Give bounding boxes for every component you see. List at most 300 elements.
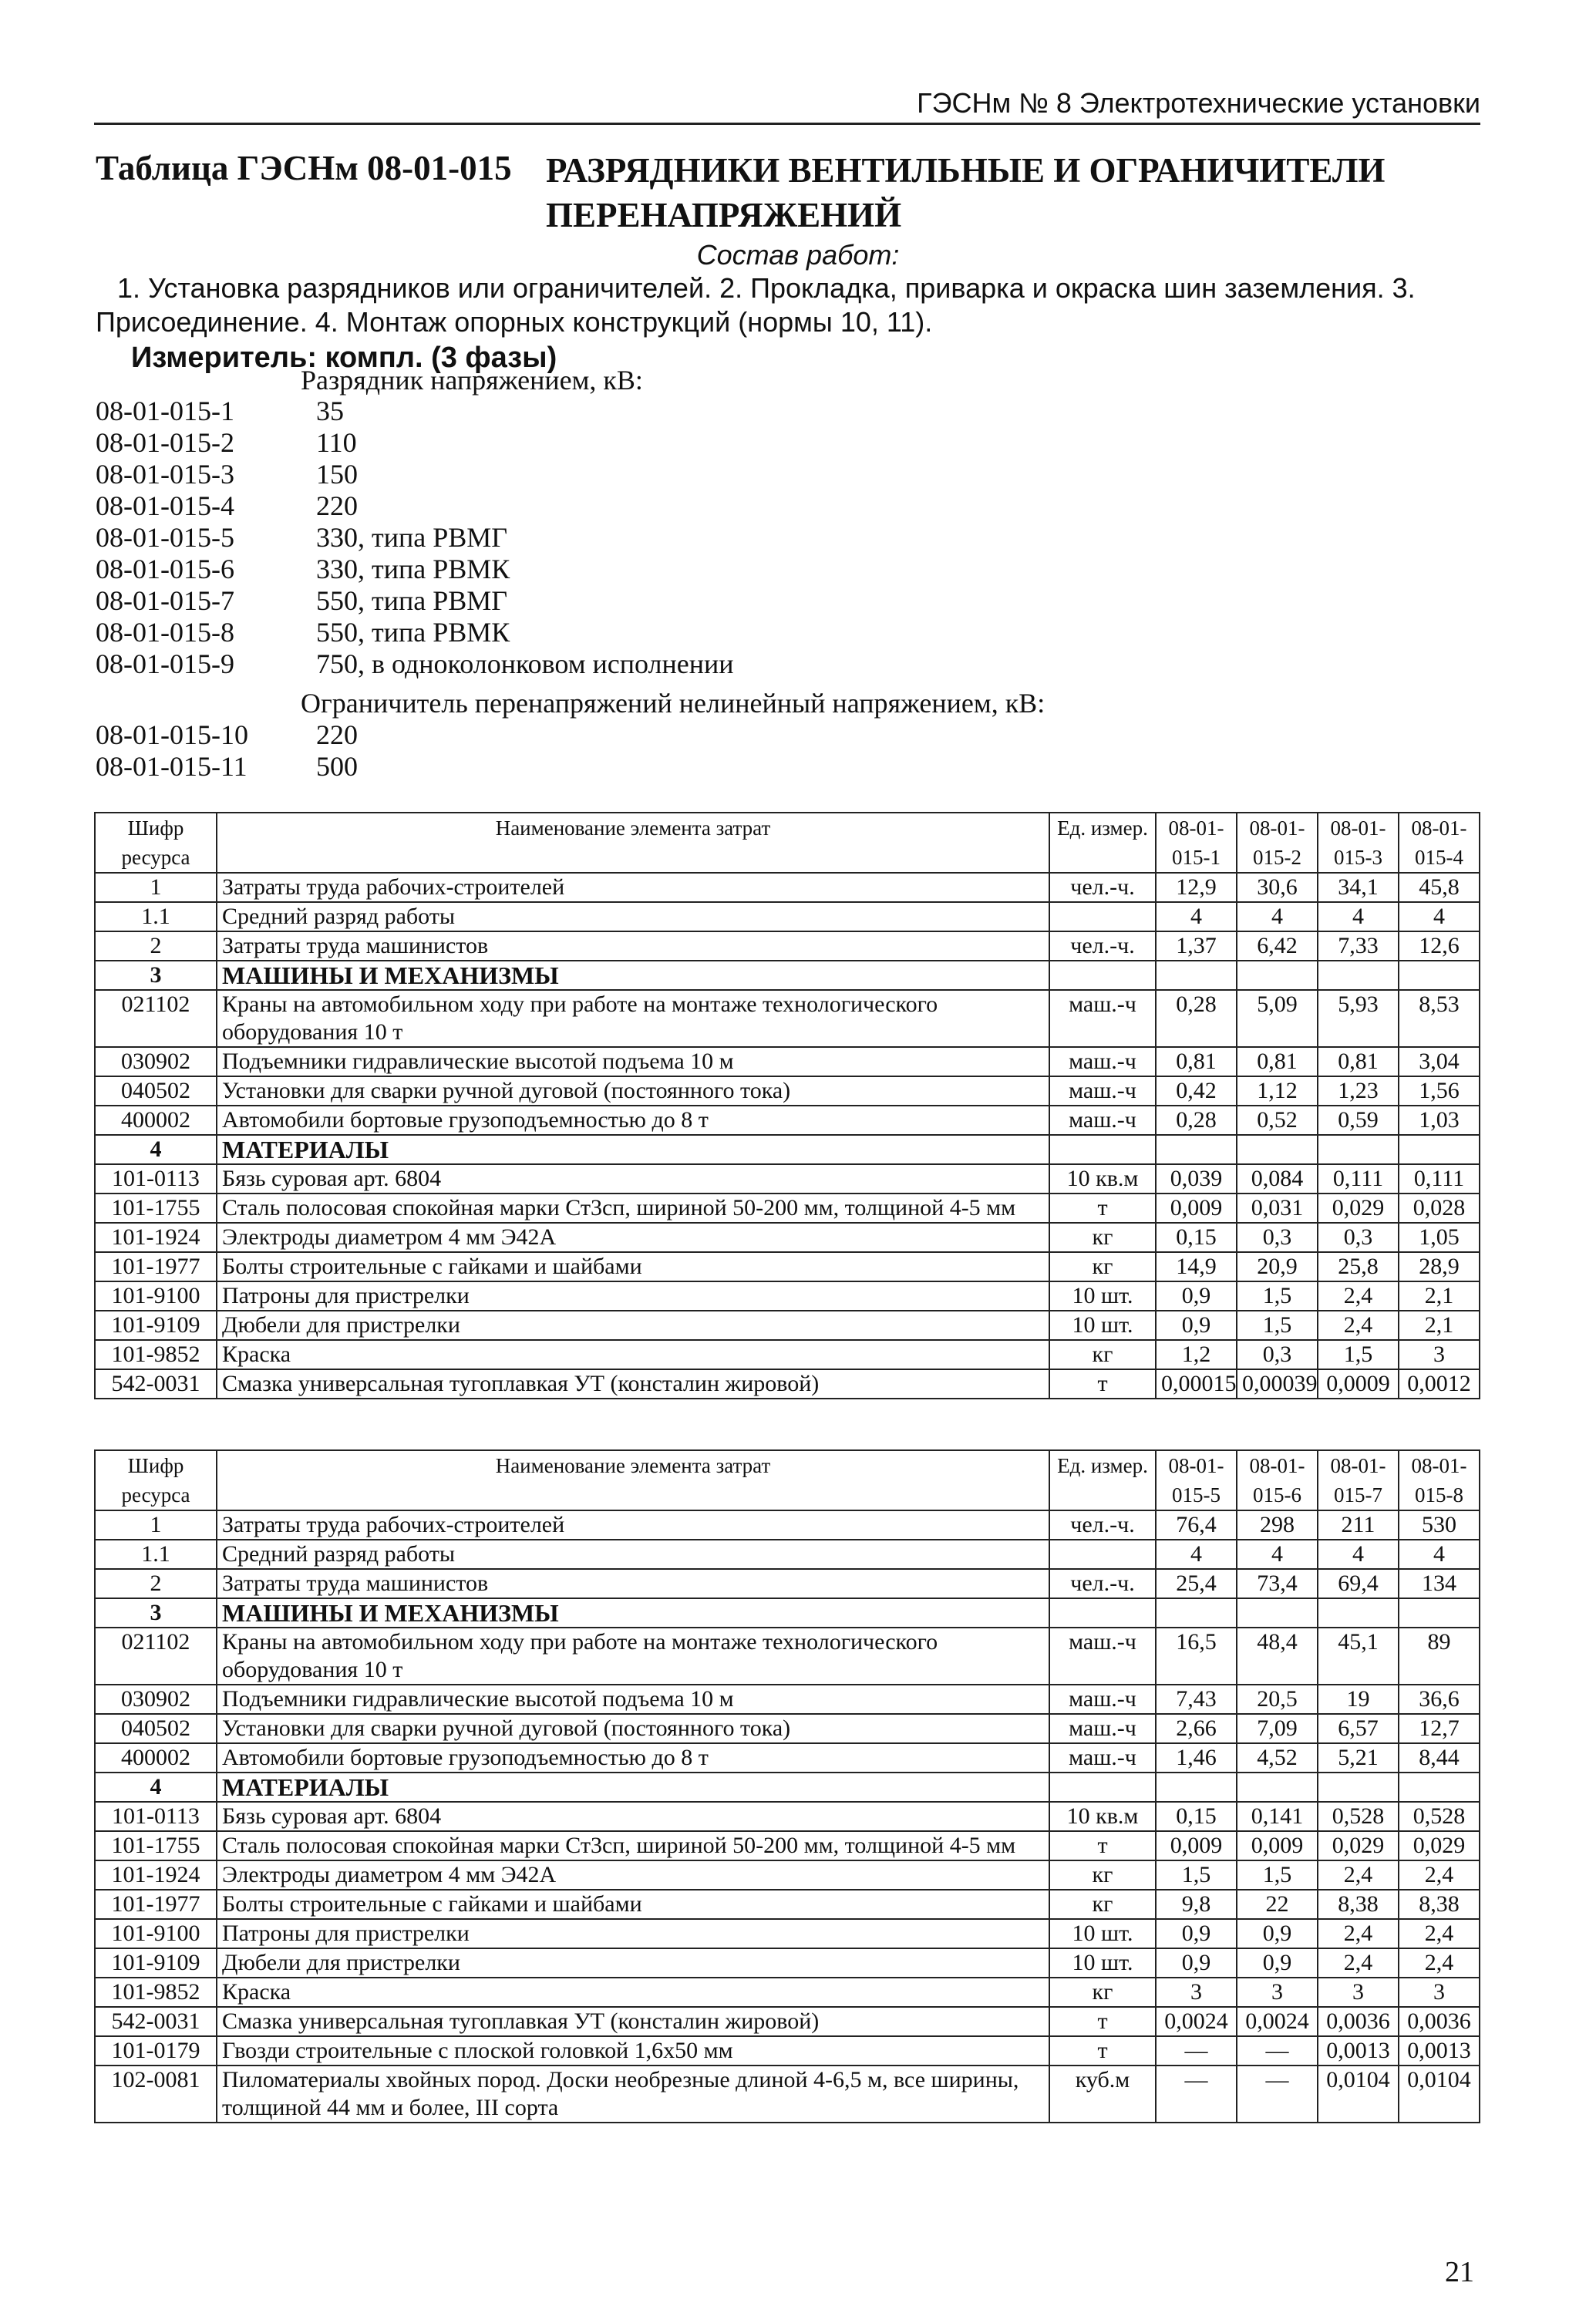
resource-name: МАШИНЫ И МЕХАНИЗМЫ <box>217 961 1049 990</box>
resource-value: 0,9 <box>1237 1948 1318 1978</box>
resource-unit: т <box>1049 1831 1156 1860</box>
resource-value: 0,9 <box>1156 1948 1237 1978</box>
resource-value: 30,6 <box>1237 873 1318 902</box>
resource-value: 45,8 <box>1399 873 1480 902</box>
resource-unit: маш.-ч <box>1049 1047 1156 1076</box>
resource-value: 1,5 <box>1237 1311 1318 1340</box>
resource-unit: 10 шт. <box>1049 1948 1156 1978</box>
resource-unit: т <box>1049 2036 1156 2066</box>
resource-value: 0,52 <box>1237 1106 1318 1135</box>
resource-value: 0,009 <box>1156 1831 1237 1860</box>
resource-value: 4 <box>1237 1540 1318 1569</box>
header-name: Наименование элемента затрат <box>217 813 1049 873</box>
resource-value <box>1318 1773 1399 1802</box>
table-label: Таблица ГЭСНм 08-01-015 <box>96 149 512 187</box>
resource-name: Гвозди строительные с плоской головкой 1,6х50 мм <box>217 2036 1049 2066</box>
code-list-item <box>96 750 358 783</box>
resource-value: 5,21 <box>1318 1743 1399 1773</box>
resource-unit: кг <box>1049 1340 1156 1369</box>
resource-value: 4 <box>1156 1540 1237 1569</box>
table-row <box>95 990 1480 1047</box>
resource-name: Болты строительные с гайками и шайбами <box>217 1890 1049 1919</box>
resource-name: Смазка универсальная тугоплавкая УТ (консталин жировой) <box>217 1369 1049 1399</box>
resource-value: 134 <box>1399 1569 1480 1598</box>
resource-unit: кг <box>1049 1890 1156 1919</box>
resource-value: 0,009 <box>1237 1831 1318 1860</box>
resource-value <box>1399 961 1480 990</box>
resource-code: 1.1 <box>95 902 217 931</box>
resource-value: 2,4 <box>1318 1948 1399 1978</box>
resource-code: 2 <box>95 1569 217 1598</box>
resource-unit: 10 шт. <box>1049 1919 1156 1948</box>
resource-unit: маш.-ч <box>1049 1714 1156 1743</box>
resource-code: 021102 <box>95 990 217 1047</box>
resource-value: 2,4 <box>1399 1919 1480 1948</box>
norm-code: 08-01-015-10 <box>96 719 248 750</box>
resource-unit <box>1049 961 1156 990</box>
norm-description: 500 <box>316 751 358 782</box>
resource-value: 28,9 <box>1399 1252 1480 1281</box>
resource-value: 4 <box>1237 902 1318 931</box>
resource-unit: маш.-ч <box>1049 1076 1156 1106</box>
resource-value: 0,00039 <box>1237 1369 1318 1399</box>
resource-code: 4 <box>95 1773 217 1802</box>
resource-value: 2,4 <box>1318 1919 1399 1948</box>
norm-code: 08-01-015-1 <box>96 396 234 426</box>
resource-value: 0,28 <box>1156 990 1237 1047</box>
resource-value: 1,2 <box>1156 1340 1237 1369</box>
resource-name: Установки для сварки ручной дуговой (постоянного тока) <box>217 1076 1049 1106</box>
resource-value: 0,0009 <box>1318 1369 1399 1399</box>
resource-value <box>1399 1135 1480 1164</box>
work-composition-title: Состав работ: <box>696 239 900 271</box>
resource-value <box>1237 1598 1318 1628</box>
code-list-item <box>96 426 357 459</box>
table-row <box>95 1743 1480 1773</box>
resource-value: 0,9 <box>1156 1311 1237 1340</box>
resource-code: 040502 <box>95 1714 217 1743</box>
resource-name: Дюбели для пристрелки <box>217 1311 1049 1340</box>
resource-value: 3 <box>1318 1978 1399 2007</box>
table-row <box>95 1978 1480 2007</box>
resource-value: 1,05 <box>1399 1223 1480 1252</box>
resource-name: Подъемники гидравлические высотой подъема 10 м <box>217 1685 1049 1714</box>
resource-value: 4 <box>1318 902 1399 931</box>
resource-value: 1,12 <box>1237 1076 1318 1106</box>
resource-value: 3 <box>1237 1978 1318 2007</box>
resource-unit: кг <box>1049 1252 1156 1281</box>
resource-code: 040502 <box>95 1076 217 1106</box>
resource-value: 1,5 <box>1156 1860 1237 1890</box>
resource-value: — <box>1156 2066 1237 2123</box>
table-row <box>95 2036 1480 2066</box>
table-row <box>95 1802 1480 1831</box>
resource-unit: маш.-ч <box>1049 1106 1156 1135</box>
norm-code: 08-01-015-11 <box>96 751 247 782</box>
resource-value: 1,5 <box>1237 1860 1318 1890</box>
resource-value: 2,1 <box>1399 1281 1480 1311</box>
code-list-item <box>96 584 507 617</box>
norm-code: 08-01-015-2 <box>96 427 234 458</box>
code-list-item <box>96 490 358 522</box>
table-row <box>95 931 1480 961</box>
resource-code: 101-9852 <box>95 1340 217 1369</box>
norm-description: 220 <box>316 719 358 750</box>
resource-value: 1,03 <box>1399 1106 1480 1135</box>
table-row <box>95 2066 1480 2123</box>
table-row <box>95 1135 1480 1164</box>
resource-value: 36,6 <box>1399 1685 1480 1714</box>
resource-name: Средний разряд работы <box>217 1540 1049 1569</box>
norm-code: 08-01-015-9 <box>96 648 234 679</box>
resource-value: 0,029 <box>1318 1194 1399 1223</box>
resource-value: 6,42 <box>1237 931 1318 961</box>
resource-value: 0,111 <box>1318 1164 1399 1194</box>
resource-value: 1,56 <box>1399 1076 1480 1106</box>
resource-unit <box>1049 1540 1156 1569</box>
resource-value: 2,4 <box>1399 1948 1480 1978</box>
resource-value: 2,4 <box>1399 1860 1480 1890</box>
resource-code: 101-0179 <box>95 2036 217 2066</box>
resource-name: Установки для сварки ручной дуговой (постоянного тока) <box>217 1714 1049 1743</box>
table-row <box>95 1685 1480 1714</box>
norm-description: 35 <box>316 396 344 426</box>
resource-value: 7,43 <box>1156 1685 1237 1714</box>
measure-unit: Измеритель: компл. (3 фазы) <box>131 342 557 374</box>
code-list-item <box>96 521 507 554</box>
resource-table-2 <box>94 1449 1480 2123</box>
group-title-limiters: Ограничитель перенапряжений нелинейный напряжением, кВ: <box>301 688 1045 719</box>
table-row <box>95 1890 1480 1919</box>
resource-value: 0,81 <box>1318 1047 1399 1076</box>
resource-value: 0,81 <box>1237 1047 1318 1076</box>
resource-value <box>1399 1598 1480 1628</box>
norm-code: 08-01-015-4 <box>96 490 234 521</box>
resource-value: 69,4 <box>1318 1569 1399 1598</box>
resource-code: 101-0113 <box>95 1164 217 1194</box>
running-header-text: ГЭСНм № 8 Электротехнические установки <box>917 87 1480 119</box>
resource-value: 0,039 <box>1156 1164 1237 1194</box>
resource-name: Смазка универсальная тугоплавкая УТ (консталин жировой) <box>217 2007 1049 2036</box>
resource-value: 0,528 <box>1318 1802 1399 1831</box>
resource-value: 4 <box>1399 1540 1480 1569</box>
resource-value: 5,09 <box>1237 990 1318 1047</box>
resource-value: 530 <box>1399 1510 1480 1540</box>
resource-value: 3 <box>1399 1978 1480 2007</box>
resource-unit: чел.-ч. <box>1049 1569 1156 1598</box>
table-row <box>95 1311 1480 1340</box>
resource-value: 0,15 <box>1156 1223 1237 1252</box>
table-row <box>95 2007 1480 2036</box>
resource-value: 0,009 <box>1156 1194 1237 1223</box>
resource-code: 101-1755 <box>95 1194 217 1223</box>
resource-code: 021102 <box>95 1628 217 1685</box>
norm-description: 550, типа РВМК <box>316 617 510 648</box>
resource-value: 2,4 <box>1318 1311 1399 1340</box>
resource-value: 20,5 <box>1237 1685 1318 1714</box>
resource-value: 0,0024 <box>1237 2007 1318 2036</box>
resource-code: 400002 <box>95 1106 217 1135</box>
resource-value: 0,42 <box>1156 1076 1237 1106</box>
resource-value: 0,81 <box>1156 1047 1237 1076</box>
resource-value: 12,7 <box>1399 1714 1480 1743</box>
resource-code: 2 <box>95 931 217 961</box>
table-row <box>95 1598 1480 1628</box>
resource-unit: 10 шт. <box>1049 1311 1156 1340</box>
resource-value <box>1156 961 1237 990</box>
resource-value: 14,9 <box>1156 1252 1237 1281</box>
resource-value: 0,9 <box>1156 1919 1237 1948</box>
resource-value <box>1156 1135 1237 1164</box>
table-row <box>95 1194 1480 1223</box>
resource-table-1 <box>94 812 1480 1399</box>
header-name: Наименование элемента затрат <box>217 1450 1049 1510</box>
group-title-arresters: Разрядник напряжением, кВ: <box>301 365 643 396</box>
page-number: 21 <box>1445 2256 1474 2288</box>
resource-value: 3 <box>1156 1978 1237 2007</box>
resource-unit: 10 кв.м <box>1049 1802 1156 1831</box>
norm-description: 550, типа РВМГ <box>316 585 508 616</box>
resource-value: 45,1 <box>1318 1628 1399 1685</box>
header-code: Шифр ресурса <box>95 1450 217 1510</box>
resource-name: Краска <box>217 1978 1049 2007</box>
resource-value: 1,23 <box>1318 1076 1399 1106</box>
resource-value: 5,93 <box>1318 990 1399 1047</box>
table-row <box>95 1540 1480 1569</box>
resource-unit: 10 кв.м <box>1049 1164 1156 1194</box>
resource-name: Автомобили бортовые грузоподъемностью до 8 т <box>217 1743 1049 1773</box>
resource-value: 0,0024 <box>1156 2007 1237 2036</box>
resource-value: 0,59 <box>1318 1106 1399 1135</box>
resource-name: Дюбели для пристрелки <box>217 1948 1049 1978</box>
resource-value <box>1237 1135 1318 1164</box>
norm-description: 150 <box>316 459 358 490</box>
resource-name: Автомобили бортовые грузоподъемностью до 8 т <box>217 1106 1049 1135</box>
resource-value: 12,6 <box>1399 931 1480 961</box>
code-list-item <box>96 395 344 427</box>
resource-value: 12,9 <box>1156 873 1237 902</box>
resource-value: 0,0036 <box>1318 2007 1399 2036</box>
norm-code: 08-01-015-3 <box>96 459 234 490</box>
resource-unit: чел.-ч. <box>1049 931 1156 961</box>
table-row <box>95 1369 1480 1399</box>
resource-value: 4 <box>1399 902 1480 931</box>
resource-name: Затраты труда машинистов <box>217 1569 1049 1598</box>
resource-value: 6,57 <box>1318 1714 1399 1743</box>
resource-unit: чел.-ч. <box>1049 1510 1156 1540</box>
resource-name: Болты строительные с гайками и шайбами <box>217 1252 1049 1281</box>
header-col: 08-01-015-2 <box>1237 813 1318 873</box>
resource-value: 0,141 <box>1237 1802 1318 1831</box>
table-row <box>95 1047 1480 1076</box>
resource-code: 030902 <box>95 1685 217 1714</box>
norm-description: 220 <box>316 490 358 521</box>
resource-name: Бязь суровая арт. 6804 <box>217 1164 1049 1194</box>
resource-name: Краска <box>217 1340 1049 1369</box>
norm-code: 08-01-015-6 <box>96 554 234 584</box>
resource-name: МАТЕРИАЛЫ <box>217 1135 1049 1164</box>
resource-value: 8,38 <box>1399 1890 1480 1919</box>
resource-value: 7,09 <box>1237 1714 1318 1743</box>
resource-value: 34,1 <box>1318 873 1399 902</box>
resource-value: 1,5 <box>1237 1281 1318 1311</box>
resource-value <box>1156 1598 1237 1628</box>
resource-value: 9,8 <box>1156 1890 1237 1919</box>
resource-value: 2,66 <box>1156 1714 1237 1743</box>
resource-value: — <box>1156 2036 1237 2066</box>
resource-value: 0,3 <box>1237 1223 1318 1252</box>
resource-name: Краны на автомобильном ходу при работе на монтаже технологического оборудования 10 т <box>217 990 1049 1047</box>
resource-value: 22 <box>1237 1890 1318 1919</box>
norm-code: 08-01-015-5 <box>96 522 234 553</box>
resource-value: 0,111 <box>1399 1164 1480 1194</box>
resource-name: Затраты труда рабочих-строителей <box>217 1510 1049 1540</box>
resource-value: 4 <box>1156 902 1237 931</box>
table-row <box>95 873 1480 902</box>
resource-value: 2,1 <box>1399 1311 1480 1340</box>
resource-code: 101-1977 <box>95 1890 217 1919</box>
table-row <box>95 1164 1480 1194</box>
resource-code: 542-0031 <box>95 2007 217 2036</box>
table-row <box>95 1919 1480 1948</box>
resource-value: 20,9 <box>1237 1252 1318 1281</box>
resource-code: 101-1924 <box>95 1860 217 1890</box>
resource-value: 25,4 <box>1156 1569 1237 1598</box>
resource-code: 030902 <box>95 1047 217 1076</box>
resource-value: 0,0036 <box>1399 2007 1480 2036</box>
resource-value: 0,0012 <box>1399 1369 1480 1399</box>
resource-name: Электроды диаметром 4 мм Э42А <box>217 1223 1049 1252</box>
table-title: РАЗРЯДНИКИ ВЕНТИЛЬНЫЕ И ОГРАНИЧИТЕЛИ ПЕРЕНАПРЯЖЕНИЙ <box>546 151 1386 234</box>
resource-value: 298 <box>1237 1510 1318 1540</box>
resource-unit: куб.м <box>1049 2066 1156 2123</box>
resource-value: 211 <box>1318 1510 1399 1540</box>
header-col: 08-01-015-5 <box>1156 1450 1237 1510</box>
resource-code: 101-9109 <box>95 1311 217 1340</box>
resource-value: 0,029 <box>1318 1831 1399 1860</box>
header-col: 08-01-015-8 <box>1399 1450 1480 1510</box>
resource-value: 25,8 <box>1318 1252 1399 1281</box>
header-code: Шифр ресурса <box>95 813 217 873</box>
table-row <box>95 1252 1480 1281</box>
resource-name: МАТЕРИАЛЫ <box>217 1773 1049 1802</box>
table-row <box>95 1106 1480 1135</box>
header-col: 08-01-015-6 <box>1237 1450 1318 1510</box>
resource-value <box>1318 961 1399 990</box>
resource-code: 101-9852 <box>95 1978 217 2007</box>
resource-code: 101-0113 <box>95 1802 217 1831</box>
resource-unit: чел.-ч. <box>1049 873 1156 902</box>
resource-value <box>1237 1773 1318 1802</box>
norm-code: 08-01-015-8 <box>96 617 234 648</box>
resource-code: 542-0031 <box>95 1369 217 1399</box>
resource-value: 19 <box>1318 1685 1399 1714</box>
resource-name: Патроны для пристрелки <box>217 1281 1049 1311</box>
resource-value: 48,4 <box>1237 1628 1318 1685</box>
resource-name: Краны на автомобильном ходу при работе на монтаже технологического оборудования 10 т <box>217 1628 1049 1685</box>
table-row <box>95 1948 1480 1978</box>
resource-name: Затраты труда рабочих-строителей <box>217 873 1049 902</box>
resource-value: 3,04 <box>1399 1047 1480 1076</box>
resource-value: 1,5 <box>1318 1340 1399 1369</box>
resource-name: Электроды диаметром 4 мм Э42А <box>217 1860 1049 1890</box>
resource-unit: маш.-ч <box>1049 990 1156 1047</box>
code-list-item <box>96 616 510 648</box>
running-header <box>94 86 1480 125</box>
resource-value <box>1318 1135 1399 1164</box>
resource-name: Сталь полосовая спокойная марки Ст3сп, шириной 50-200 мм, толщиной 4-5 мм <box>217 1831 1049 1860</box>
table-row <box>95 1510 1480 1540</box>
resource-value: — <box>1237 2036 1318 2066</box>
resource-value: 0,28 <box>1156 1106 1237 1135</box>
work-composition-text: 1. Установка разрядников или ограничителей. 2. Прокладка, приварка и окраска шин заземления. 3. Присоединение. 4. Монтаж опорных конструкций (нормы 10, 11). <box>96 272 1416 338</box>
resource-value: 0,0104 <box>1318 2066 1399 2123</box>
resource-value: 16,5 <box>1156 1628 1237 1685</box>
resource-code: 101-9100 <box>95 1919 217 1948</box>
resource-unit: кг <box>1049 1223 1156 1252</box>
resource-value: 76,4 <box>1156 1510 1237 1540</box>
resource-value: 8,44 <box>1399 1743 1480 1773</box>
resource-code: 102-0081 <box>95 2066 217 2123</box>
table-row <box>95 1340 1480 1369</box>
resource-value <box>1156 1773 1237 1802</box>
resource-value: 0,031 <box>1237 1194 1318 1223</box>
resource-code: 101-1977 <box>95 1252 217 1281</box>
resource-unit: маш.-ч <box>1049 1685 1156 1714</box>
resource-code: 400002 <box>95 1743 217 1773</box>
resource-value: 0,9 <box>1156 1281 1237 1311</box>
resource-value: 2,4 <box>1318 1860 1399 1890</box>
resource-unit: кг <box>1049 1978 1156 2007</box>
resource-unit: маш.-ч <box>1049 1628 1156 1685</box>
resource-value: 0,0013 <box>1399 2036 1480 2066</box>
resource-code: 101-9109 <box>95 1948 217 1978</box>
table-row <box>95 1628 1480 1685</box>
table-row <box>95 1860 1480 1890</box>
resource-name: Затраты труда машинистов <box>217 931 1049 961</box>
code-list-item <box>96 458 358 490</box>
resource-unit <box>1049 1773 1156 1802</box>
code-list-item <box>96 648 734 680</box>
resource-value: 0,028 <box>1399 1194 1480 1223</box>
resource-value: 1,37 <box>1156 931 1237 961</box>
norm-description: 330, типа РВМК <box>316 554 510 584</box>
header-col: 08-01-015-1 <box>1156 813 1237 873</box>
resource-unit: маш.-ч <box>1049 1743 1156 1773</box>
resource-name: Сталь полосовая спокойная марки Ст3сп, шириной 50-200 мм, толщиной 4-5 мм <box>217 1194 1049 1223</box>
resource-unit <box>1049 1135 1156 1164</box>
code-list-item <box>96 553 510 585</box>
resource-unit: 10 шт. <box>1049 1281 1156 1311</box>
resource-value: 8,38 <box>1318 1890 1399 1919</box>
resource-unit: т <box>1049 2007 1156 2036</box>
resource-code: 101-1755 <box>95 1831 217 1860</box>
resource-name: Средний разряд работы <box>217 902 1049 931</box>
resource-unit: кг <box>1049 1860 1156 1890</box>
header-unit: Ед. измер. <box>1049 813 1156 873</box>
resource-value: 4,52 <box>1237 1743 1318 1773</box>
header-col: 08-01-015-3 <box>1318 813 1399 873</box>
norm-description: 750, в одноколонковом исполнении <box>316 648 734 679</box>
resource-value: 0,084 <box>1237 1164 1318 1194</box>
resource-code: 3 <box>95 1598 217 1628</box>
resource-unit <box>1049 1598 1156 1628</box>
resource-unit: т <box>1049 1369 1156 1399</box>
header-col: 08-01-015-4 <box>1399 813 1480 873</box>
table-row <box>95 961 1480 990</box>
table-row <box>95 902 1480 931</box>
resource-name: Бязь суровая арт. 6804 <box>217 1802 1049 1831</box>
